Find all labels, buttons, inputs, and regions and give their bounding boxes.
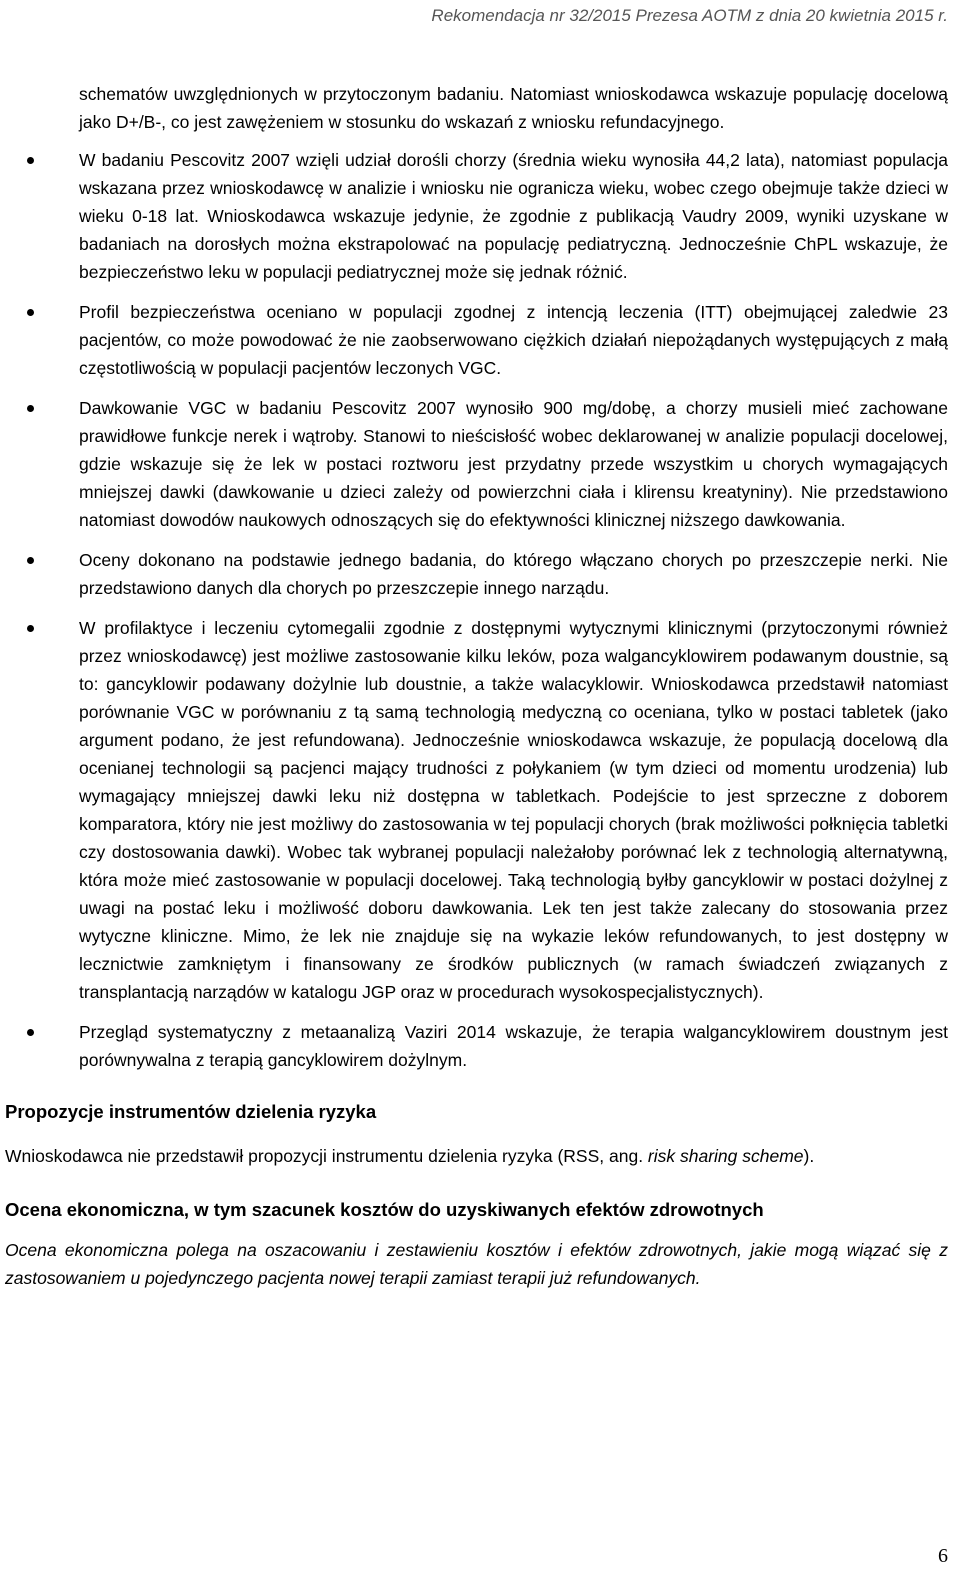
section-text-risk-sharing bbox=[5, 1142, 948, 1170]
bullet-icon bbox=[27, 157, 34, 164]
bullet-icon bbox=[27, 309, 34, 316]
page-header: Rekomendacja nr 32/2015 Prezesa AOTM z dnia 20 kwietnia 2015 r. bbox=[431, 6, 948, 25]
risk-sharing-term: risk sharing scheme bbox=[647, 1146, 804, 1166]
bullet-list bbox=[5, 146, 948, 1074]
list-item-text: Dawkowanie VGC w badaniu Pescovitz 2007 wynosiło 900 mg/dobę, a chorzy musieli mieć zachowane prawidłowe funkcje nerek i wątroby. Stanowi to nieścisłość wobec deklarowanej w analizie populacji docelowej, gdzie wskazuje się że lek w postaci roztworu jest przydatny przede wszystkim u chorych wymagających mniejszej dawki (dawkowanie u dzieci zależy od powierzchni ciała i klirensu kreatyniny). Nie przedstawiono natomiast dowodów naukowych odnoszących się do efektywności klinicznej niższego dawkowania. bbox=[79, 398, 948, 530]
bullet-icon bbox=[27, 557, 34, 564]
section-heading-economic-evaluation: Ocena ekonomiczna, w tym szacunek kosztów do uzyskiwanych efektów zdrowotnych bbox=[5, 1199, 764, 1220]
risk-sharing-text-end: ). bbox=[803, 1146, 815, 1166]
document-body bbox=[5, 80, 948, 1292]
list-item bbox=[5, 394, 948, 534]
bullet-icon bbox=[27, 1029, 34, 1036]
list-item bbox=[5, 546, 948, 602]
list-item-text: Przegląd systematyczny z metaanalizą Vaziri 2014 wskazuje, że terapia walgancyklowirem doustnym jest porównywalna z terapią gancyklowirem dożylnym. bbox=[79, 1022, 948, 1070]
list-item-text: W profilaktyce i leczeniu cytomegalii zgodnie z dostępnymi wytycznymi klinicznymi (przytoczonymi również przez wnioskodawcę) jest możliwe zastosowanie kilku leków, poza walgancyklowirem podawanym doustnie, są to: gancyklowir podawany dożylnie lub doustnie, a także walacyklowir. Wnioskodawca przedstawił natomiast porównanie VGC w porównaniu z tą samą technologią medyczną co oceniana, tylko w postaci tabletek (jako argument podano, że jest refundowana). Jednocześnie wnioskodawca wskazuje, że populacją docelową dla ocenianej technologii są pacjenci mający trudności z połykaniem (w tym dzieci od momentu urodzenia) lub wymagający mniejszej dawki leku niż dostępna w tabletkach. Podejście to jest sprzeczne z doborem komparatora, który nie jest możliwy do zastosowania w tej populacji chorych (brak możliwości połknięcia tabletki czy dostosowania dawki). Wobec tak wybranej populacji należałoby porównać lek z technologią alternatywną, która może mieć zastosowanie w populacji docelowej. Taką technologią byłby gancyklowir w postaci dożylnej z uwagi na postać leku i możliwość doboru dawkowania. Lek ten jest także zalecany do stosowania przez wytyczne kliniczne. Mimo, że lek nie znajduje się na wykazie leków refundowanych, to jest dostępny w lecznictwie zamkniętym i finansowany ze środków publicznych (w ramach świadczeń związanych z transplantacją narządów w katalogu JGP oraz w procedurach wysokospecjalistycznych). bbox=[79, 618, 948, 1002]
page-number: 6 bbox=[938, 1545, 948, 1567]
list-item bbox=[5, 614, 948, 1006]
list-item-text: W badaniu Pescovitz 2007 wzięli udział dorośli chorzy (średnia wieku wynosiła 44,2 lata), natomiast populacja wskazana przez wnioskodawcę w analizie i wniosku nie ogranicza wieku, wobec czego obejmuje także dzieci w wieku 0-18 lat. Wnioskodawca wskazuje jedynie, że zgodnie z publikacją Vaudry 2009, wyniki uzyskane w badaniach na dorosłych można ekstrapolować na populację pediatryczną. Jednocześnie ChPL wskazuje, że bezpieczeństwo leku w populacji pediatrycznej może się jednak różnić. bbox=[79, 150, 948, 282]
bullet-icon bbox=[27, 625, 34, 632]
intro-continuation: schematów uwzględnionych w przytoczonym badaniu. Natomiast wnioskodawca wskazuje populację docelową jako D+/B-, co jest zawężeniem w stosunku do wskazań z wniosku refundacyjnego. bbox=[79, 84, 948, 132]
section-heading-risk-sharing: Propozycje instrumentów dzielenia ryzyka bbox=[5, 1101, 377, 1122]
list-item bbox=[5, 146, 948, 286]
list-item bbox=[5, 1018, 948, 1074]
list-item-text: Profil bezpieczeństwa oceniano w populacji zgodnej z intencją leczenia (ITT) obejmującej zaledwie 23 pacjentów, co może powodować że nie zaobserwowano ciężkich działań niepożądanych występujących z małą częstotliwością w populacji pacjentów leczonych VGC. bbox=[79, 302, 948, 378]
section-text-economic-evaluation: Ocena ekonomiczna polega na oszacowaniu i zestawieniu kosztów i efektów zdrowotnych, jakie mogą wiązać się z zastosowaniem u pojedynczego pacjenta nowej terapii zamiast terapii już refundowanych. bbox=[5, 1240, 948, 1288]
risk-sharing-text: Wnioskodawca nie przedstawił propozycji instrumentu dzielenia ryzyka (RSS, ang. bbox=[5, 1146, 648, 1166]
list-item-text: Oceny dokonano na podstawie jednego badania, do którego włączano chorych po przeszczepie nerki. Nie przedstawiono danych dla chorych po przeszczepie innego narządu. bbox=[79, 550, 948, 598]
list-item bbox=[5, 298, 948, 382]
bullet-icon bbox=[27, 405, 34, 412]
